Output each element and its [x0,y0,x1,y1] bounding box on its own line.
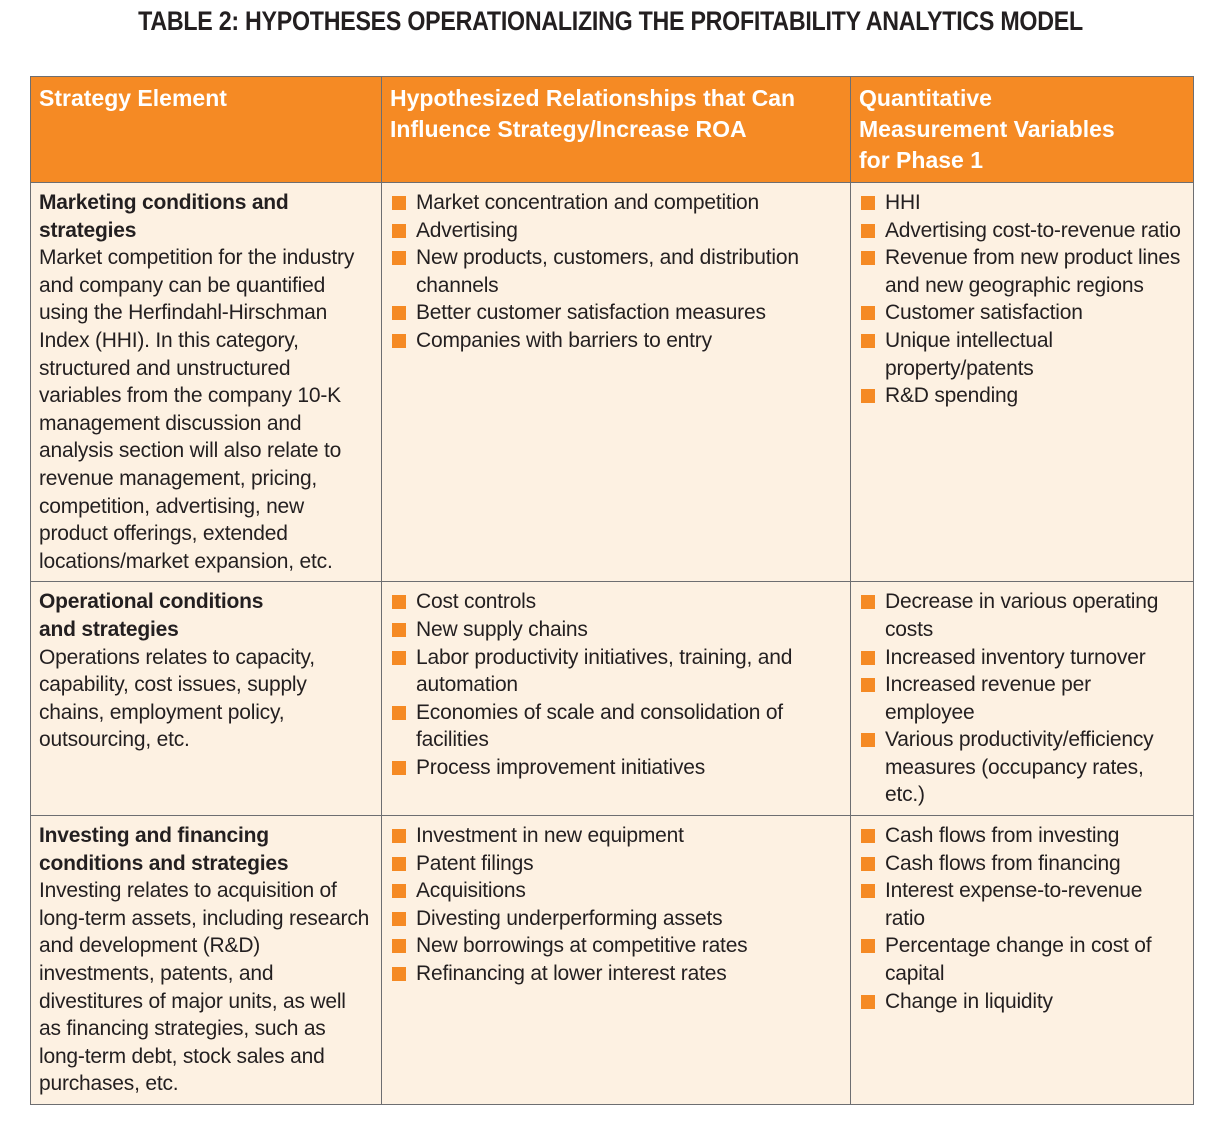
strategy-element-description: Investing relates to acquisition of long-term assets, including research and development (R&D) investments, patents, and divestitures of major units, as well as financing strategies, such as long-term debt, stock sales and purchases, etc. [39,879,370,1096]
list-item: Labor productivity initiatives, training, and automation [390,644,842,699]
strategy-element-description: Market competition for the industry and company can be quantified using the Herfindahl-Hirschman Index (HHI). In this category, structured and unstructured variables from the company 10-K management discussion and analysis section will also relate to revenue management, pricing, competition, advertising, new product offerings, extended locations/market expansion, etc. [39,246,355,573]
list-item: Advertising [390,217,842,245]
list-item: Divesting underperforming assets [390,905,842,933]
list-item: Various productivity/efficiency measures (occupancy rates, etc.) [859,726,1185,809]
measures-cell [851,582,1194,816]
relationships-cell [382,183,851,582]
list-item: New borrowings at competitive rates [390,932,842,960]
list-item: Cash flows from investing [859,822,1185,850]
strategy-element-description: Operations relates to capacity, capability, cost issues, supply chains, employment policy, outsourcing, etc. [39,645,315,752]
list-item: Economies of scale and consolidation of facilities [390,699,842,754]
measures-cell [851,183,1194,582]
list-item: Cost controls [390,588,842,616]
strategy-element-title: Operational conditions and strategies [39,590,264,641]
table-row [31,816,1194,1105]
strategy-element-cell [31,582,382,816]
strategy-element-title: Marketing conditions and strategies [39,191,289,242]
list-item: Interest expense-to-revenue ratio [859,877,1185,932]
list-item: Market concentration and competition [390,189,842,217]
list-item: Increased inventory turnover [859,644,1185,672]
header-hypothesized-relationships: Hypothesized Relationships that Can Influence Strategy/Increase ROA [382,77,851,183]
list-item: Percentage change in cost of capital [859,932,1185,987]
list-item: Process improvement initiatives [390,754,842,782]
strategy-element-cell [31,816,382,1105]
hypotheses-table [30,76,1194,1105]
table-row [31,582,1194,816]
list-item: Decrease in various operating costs [859,588,1185,643]
list-item: HHI [859,189,1185,217]
relationships-cell [382,816,851,1105]
header-strategy-element: Strategy Element [31,77,382,183]
list-item: New supply chains [390,616,842,644]
list-item: Customer satisfaction [859,299,1185,327]
list-item: Unique intellectual property/patents [859,327,1185,382]
list-item: Acquisitions [390,877,842,905]
list-item: Cash flows from financing [859,850,1185,878]
list-item: Advertising cost-to-revenue ratio [859,217,1185,245]
list-item: Revenue from new product lines and new geographic regions [859,244,1185,299]
header-quantitative-measures: Quantitative Measurement Variables for Phase 1 [851,77,1194,183]
strategy-element-title: Investing and financing conditions and strategies [39,824,289,875]
list-item: Refinancing at lower interest rates [390,960,842,988]
list-item: Patent filings [390,850,842,878]
list-item: New products, customers, and distribution channels [390,244,842,299]
table-title: TABLE 2: HYPOTHESES OPERATIONALIZING THE PROFITABILITY ANALYTICS MODEL [138,6,1083,36]
list-item: Increased revenue per employee [859,671,1185,726]
measures-cell [851,816,1194,1105]
strategy-element-cell [31,183,382,582]
list-item: Companies with barriers to entry [390,327,842,355]
list-item: Better customer satisfaction measures [390,299,842,327]
header-row [31,77,1194,183]
list-item: Change in liquidity [859,988,1185,1016]
list-item: R&D spending [859,382,1185,410]
relationships-cell [382,582,851,816]
table-row [31,183,1194,582]
list-item: Investment in new equipment [390,822,842,850]
